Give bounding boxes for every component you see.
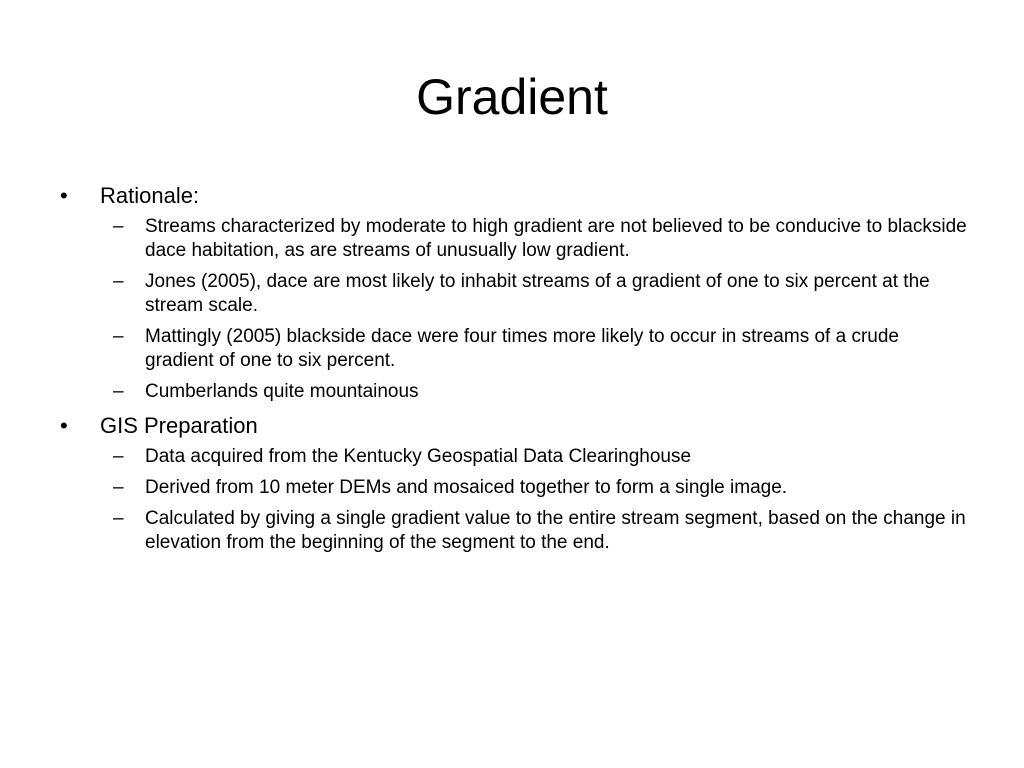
- bullet-icon: •: [60, 413, 68, 438]
- dash-icon: –: [113, 216, 124, 237]
- sub-bullet-text: Mattingly (2005) blackside dace were four times more likely to occur in streams of a crude gradient of one to six percent.: [145, 326, 899, 371]
- bullet-icon: •: [60, 183, 68, 208]
- section-rationale: [60, 181, 970, 404]
- sub-bullet-text: Data acquired from the Kentucky Geospatial Data Clearinghouse: [145, 446, 692, 467]
- sub-bullet-item: [100, 380, 970, 404]
- bullet-list: [60, 181, 970, 555]
- sub-bullet-item: [100, 215, 970, 263]
- dash-icon: –: [113, 271, 124, 292]
- dash-icon: –: [113, 326, 124, 347]
- section-heading: GIS Preparation: [100, 413, 258, 438]
- dash-icon: –: [113, 508, 124, 529]
- sub-bullet-text: Streams characterized by moderate to high gradient are not believed to be conducive to blackside dace habitation, as are streams of unusually low gradient.: [145, 216, 967, 261]
- section-heading: Rationale:: [100, 183, 200, 208]
- slide-title: Gradient: [416, 69, 608, 125]
- sub-bullet-text: Jones (2005), dace are most likely to inhabit streams of a gradient of one to six percent at the stream scale.: [145, 271, 930, 316]
- dash-icon: –: [113, 446, 124, 467]
- sub-bullet-list: [100, 445, 970, 555]
- dash-icon: –: [113, 477, 124, 498]
- sub-bullet-list: [100, 215, 970, 404]
- dash-icon: –: [113, 381, 124, 402]
- sub-bullet-text: Calculated by giving a single gradient value to the entire stream segment, based on the change in elevation from the beginning of the segment to the end.: [145, 508, 966, 553]
- sub-bullet-item: [100, 476, 970, 500]
- sub-bullet-item: [100, 507, 970, 555]
- sub-bullet-item: [100, 325, 970, 373]
- sub-bullet-text: Derived from 10 meter DEMs and mosaiced together to form a single image.: [145, 477, 788, 498]
- sub-bullet-text: Cumberlands quite mountainous: [145, 381, 419, 402]
- section-gis-preparation: [60, 411, 970, 555]
- sub-bullet-item: [100, 270, 970, 318]
- slide-body: [60, 181, 970, 562]
- sub-bullet-item: [100, 445, 970, 469]
